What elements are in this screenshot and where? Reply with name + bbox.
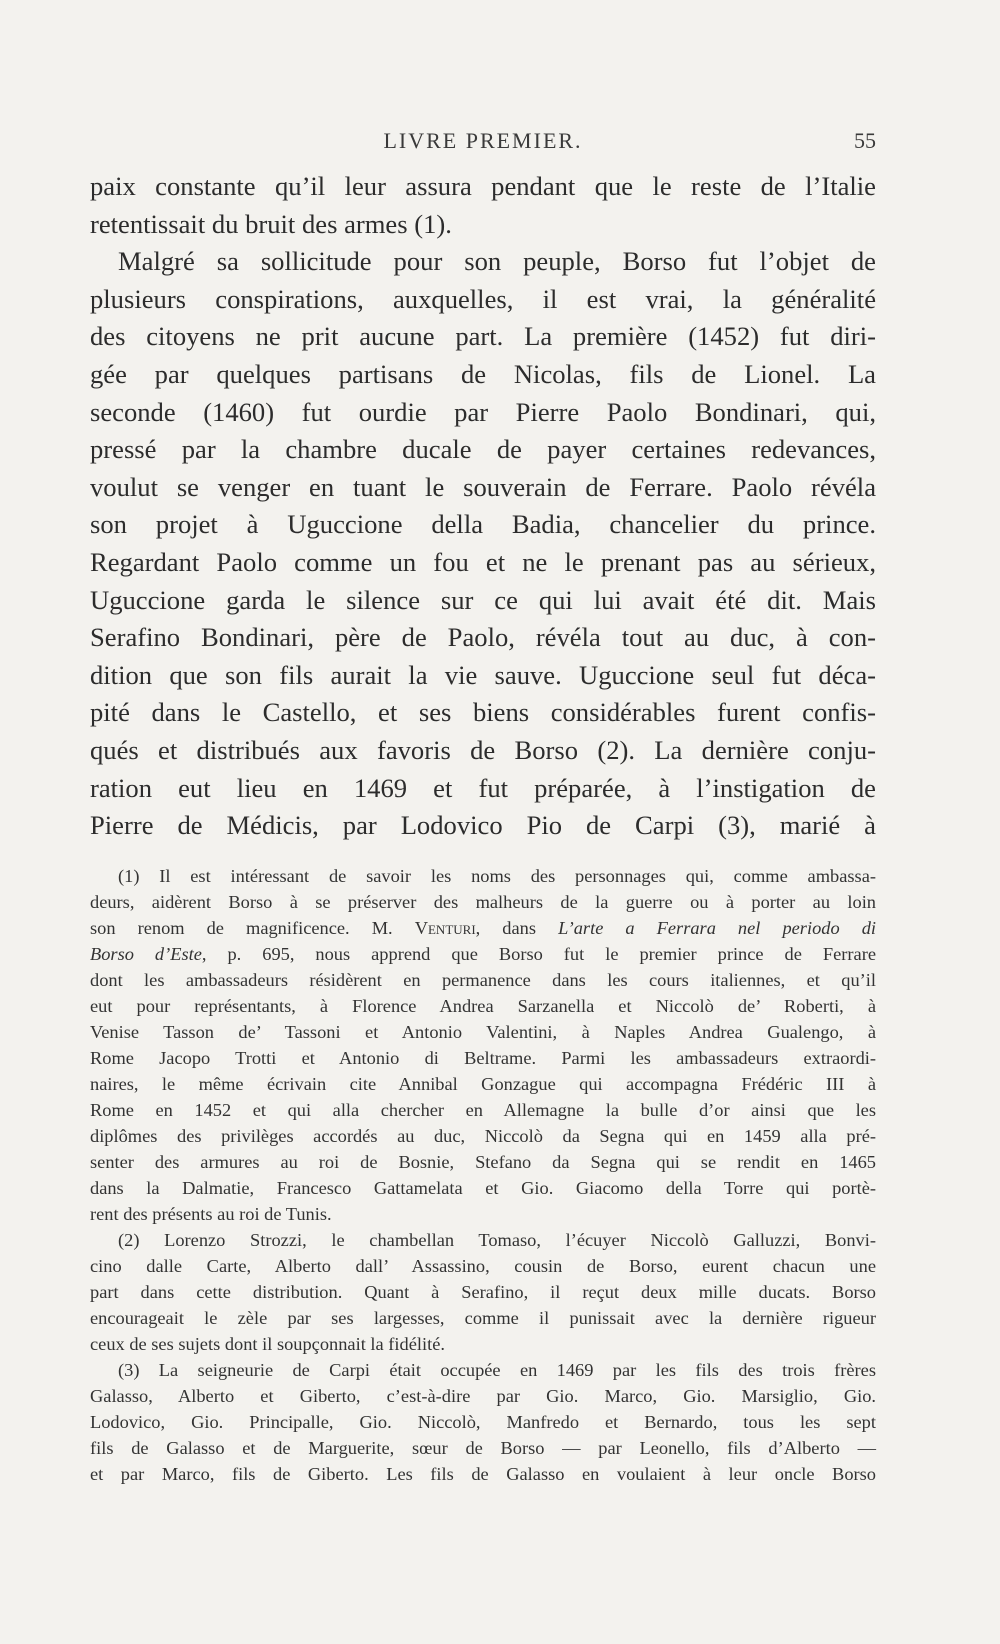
- author-name: Venturi: [414, 917, 476, 938]
- footnote-line: diplômes des privilèges accordés au duc, Niccolò da Segna qui en 1459 alla pré-: [90, 1125, 876, 1146]
- book-page: [90, 118, 876, 1487]
- page-number: 55: [854, 128, 876, 153]
- body-line: paix constante qu’il leur assura pendant que le reste de l’Italie: [90, 171, 876, 201]
- footnote-line: dont les ambassadeurs résidèrent en permanence dans les cours italiennes, et qu’il: [90, 969, 876, 990]
- running-header: [90, 118, 876, 156]
- footnote-line: eut pour représentants, à Florence Andrea Sarzanella et Niccolò de’ Roberti, à: [90, 995, 876, 1016]
- footnote-line: deurs, aidèrent Borso à se préserver des malheurs de la guerre ou à porter au loin: [90, 891, 876, 912]
- work-title: L’arte a Ferrara nel periodo di: [558, 917, 877, 938]
- footnote-line: dans la Dalmatie, Francesco Gattamelata et Gio. Giacomo della Torre qui portè-: [90, 1177, 876, 1198]
- body-line: son projet à Uguccione della Badia, chancelier du prince.: [90, 509, 876, 540]
- body-line: pité dans le Castello, et ses biens considérables furent confis-: [90, 697, 876, 728]
- body-line: Uguccione garda le silence sur ce qui lui avait été dit. Mais: [90, 584, 876, 615]
- work-title: Borso d’Este: [90, 943, 202, 964]
- footnotes: [90, 863, 876, 1487]
- footnote-line: Venise Tasson de’ Tassoni et Antonio Valentini, à Naples Andrea Gualengo, à: [90, 1021, 876, 1042]
- footnote-3: [90, 1357, 876, 1487]
- footnote-text: , dans: [475, 917, 559, 938]
- body-text: [90, 168, 876, 845]
- body-line: pressé par la chambre ducale de payer certaines redevances,: [90, 434, 876, 465]
- footnote-1: [90, 863, 876, 1227]
- body-line: Regardant Paolo comme un fou et ne le prenant pas au sérieux,: [90, 546, 876, 577]
- footnote-line: et par Marco, fils de Giberto. Les fils de Galasso en voulaient à leur oncle Borso: [90, 1463, 876, 1484]
- footnote-line: [90, 941, 876, 967]
- body-line: seconde (1460) fut ourdie par Pierre Paolo Bondinari, qui,: [90, 396, 876, 427]
- body-line: gée par quelques partisans de Nicolas, fils de Lionel. La: [90, 358, 876, 389]
- body-line: dition que son fils aurait la vie sauve. Uguccione seul fut déca-: [90, 659, 876, 690]
- footnote-line: (2) Lorenzo Strozzi, le chambellan Tomaso, l’écuyer Niccolò Galluzzi, Bonvi-: [118, 1229, 876, 1250]
- body-line: voulut se venger en tuant le souverain de Ferrare. Paolo révéla: [90, 471, 876, 502]
- body-line: Malgré sa sollicitude pour son peuple, Borso fut l’objet de: [118, 246, 876, 277]
- footnote-line: [90, 915, 876, 941]
- footnote-text: , p. 695, nous apprend que Borso fut le premier prince de Ferrare: [201, 943, 876, 964]
- footnote-line: fils de Galasso et de Marguerite, sœur de Borso — par Leonello, fils d’Alberto —: [90, 1437, 876, 1458]
- footnote-line: rent des présents au roi de Tunis.: [90, 1203, 332, 1224]
- body-line: Serafino Bondinari, père de Paolo, révéla tout au duc, à con-: [90, 622, 876, 653]
- footnote-text: son renom de magnificence. M.: [90, 917, 415, 938]
- footnote-line: cino dalle Carte, Alberto dall’ Assassino, cousin de Borso, eurent chacun une: [90, 1255, 876, 1276]
- footnote-line: Galasso, Alberto et Giberto, c’est-à-dire par Gio. Marco, Gio. Marsiglio, Gio.: [90, 1385, 876, 1406]
- footnote-line: naires, le même écrivain cite Annibal Gonzague qui accompagna Frédéric III à: [90, 1073, 876, 1094]
- footnote-line: Rome Jacopo Trotti et Antonio di Beltrame. Parmi les ambassadeurs extraordi-: [90, 1047, 876, 1068]
- footnote-line: ceux de ses sujets dont il soupçonnait la fidélité.: [90, 1333, 445, 1354]
- body-line: qués et distribués aux favoris de Borso (2). La dernière conju-: [90, 734, 876, 765]
- body-line: retentissait du bruit des armes (1).: [90, 208, 452, 239]
- footnote-line: senter des armures au roi de Bosnie, Stefano da Segna qui se rendit en 1465: [90, 1151, 876, 1172]
- body-line: Pierre de Médicis, par Lodovico Pio de Carpi (3), marié à: [90, 810, 876, 841]
- body-line: des citoyens ne prit aucune part. La première (1452) fut diri-: [90, 321, 876, 352]
- running-title: LIVRE PREMIER.: [383, 128, 583, 153]
- footnote-line: Rome en 1452 et qui alla chercher en Allemagne la bulle d’or ainsi que les: [90, 1099, 876, 1120]
- footnote-line: part dans cette distribution. Quant à Serafino, il reçut deux mille ducats. Borso: [90, 1281, 876, 1302]
- footnote-line: Lodovico, Gio. Principalle, Gio. Niccolò, Manfredo et Bernardo, tous les sept: [90, 1411, 876, 1432]
- footnote-line: (1) Il est intéressant de savoir les noms des personnages qui, comme ambassa-: [118, 865, 876, 886]
- body-line: plusieurs conspirations, auxquelles, il est vrai, la généralité: [90, 283, 876, 314]
- body-line: ration eut lieu en 1469 et fut préparée, à l’instigation de: [90, 772, 876, 803]
- footnote-line: encourageait le zèle par ses largesses, comme il punissait avec la dernière rigueur: [90, 1307, 876, 1328]
- footnote-2: [90, 1227, 876, 1357]
- footnote-line: (3) La seigneurie de Carpi était occupée en 1469 par les fils des trois frères: [118, 1359, 876, 1380]
